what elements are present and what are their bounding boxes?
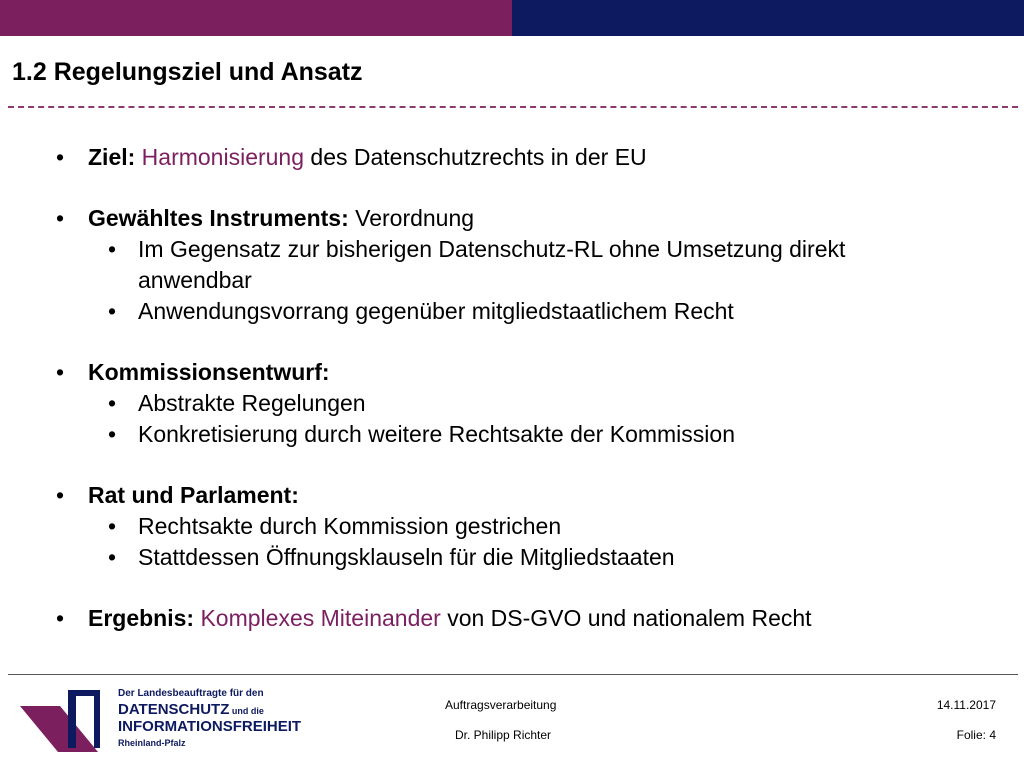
title-divider [8, 106, 1018, 108]
bullet-dot: • [56, 144, 65, 170]
bullet-label: Kommissionsentwurf: [88, 359, 330, 385]
sub-bullet-text: Konkretisierung durch weitere Rechtsakte der Kommission [138, 421, 735, 447]
sub-bullet-text: Im Gegensatz zur bisherigen Datenschutz-RL ohne Umsetzung direkt [138, 236, 846, 262]
top-bar-purple [0, 0, 512, 36]
logo-line-2-small: und die [229, 706, 264, 716]
footer-slide-number: Folie: 4 [956, 728, 996, 742]
bullet-label: Gewähltes Instruments: [88, 205, 349, 231]
slide-title: 1.2 Regelungsziel und Ansatz [12, 58, 363, 86]
bullet-label: Ergebnis: [88, 605, 195, 631]
bullet-dot: • [108, 513, 117, 539]
logo-line-4: Rheinland-Pfalz [118, 738, 186, 748]
bullet-dot: • [108, 298, 117, 324]
bullet-dot: • [108, 544, 117, 570]
bullet-text: des Datenschutzrechts in der EU [304, 144, 647, 170]
bullet-label: Ziel: [88, 144, 136, 170]
bullet-text: von DS-GVO und nationalem Recht [440, 605, 812, 631]
bullet-highlight: Harmonisierung [141, 144, 305, 170]
bullet-dot: • [56, 605, 65, 631]
sub-bullet-text: anwendbar [138, 267, 252, 293]
bullet-dot: • [108, 421, 117, 447]
sub-bullet-text: Abstrakte Regelungen [138, 390, 366, 416]
logo-line-1: Der Landesbeauftragte für den [118, 688, 264, 699]
sub-bullet-text: Rechtsakte durch Kommission gestrichen [138, 513, 562, 539]
sub-bullet-text: Anwendungsvorrang gegenüber mitgliedstaatlichem Recht [138, 298, 734, 324]
sub-bullet-text: Stattdessen Öffnungsklauseln für die Mitgliedstaaten [138, 544, 675, 570]
bullet-dot: • [56, 359, 65, 385]
footer-topic: Auftragsverarbeitung [445, 698, 557, 712]
footer-author: Dr. Philipp Richter [455, 728, 552, 742]
top-bar-navy [512, 0, 1024, 36]
top-color-bar [0, 0, 1024, 36]
bullet-dot: • [56, 482, 65, 508]
bullet-text: Verordnung [348, 205, 475, 231]
bullet-dot: • [108, 236, 117, 262]
logo-line-2: DATENSCHUTZ [118, 701, 230, 718]
footer-divider [8, 674, 1018, 675]
footer-date: 14.11.2017 [936, 698, 996, 712]
logo-line-3: INFORMATIONSFREIHEIT [118, 718, 302, 735]
bullet-label: Rat und Parlament: [88, 482, 299, 508]
bullet-highlight: Komplexes Miteinander [200, 605, 441, 631]
bullet-dot: • [108, 390, 117, 416]
bullet-dot: • [56, 205, 65, 231]
